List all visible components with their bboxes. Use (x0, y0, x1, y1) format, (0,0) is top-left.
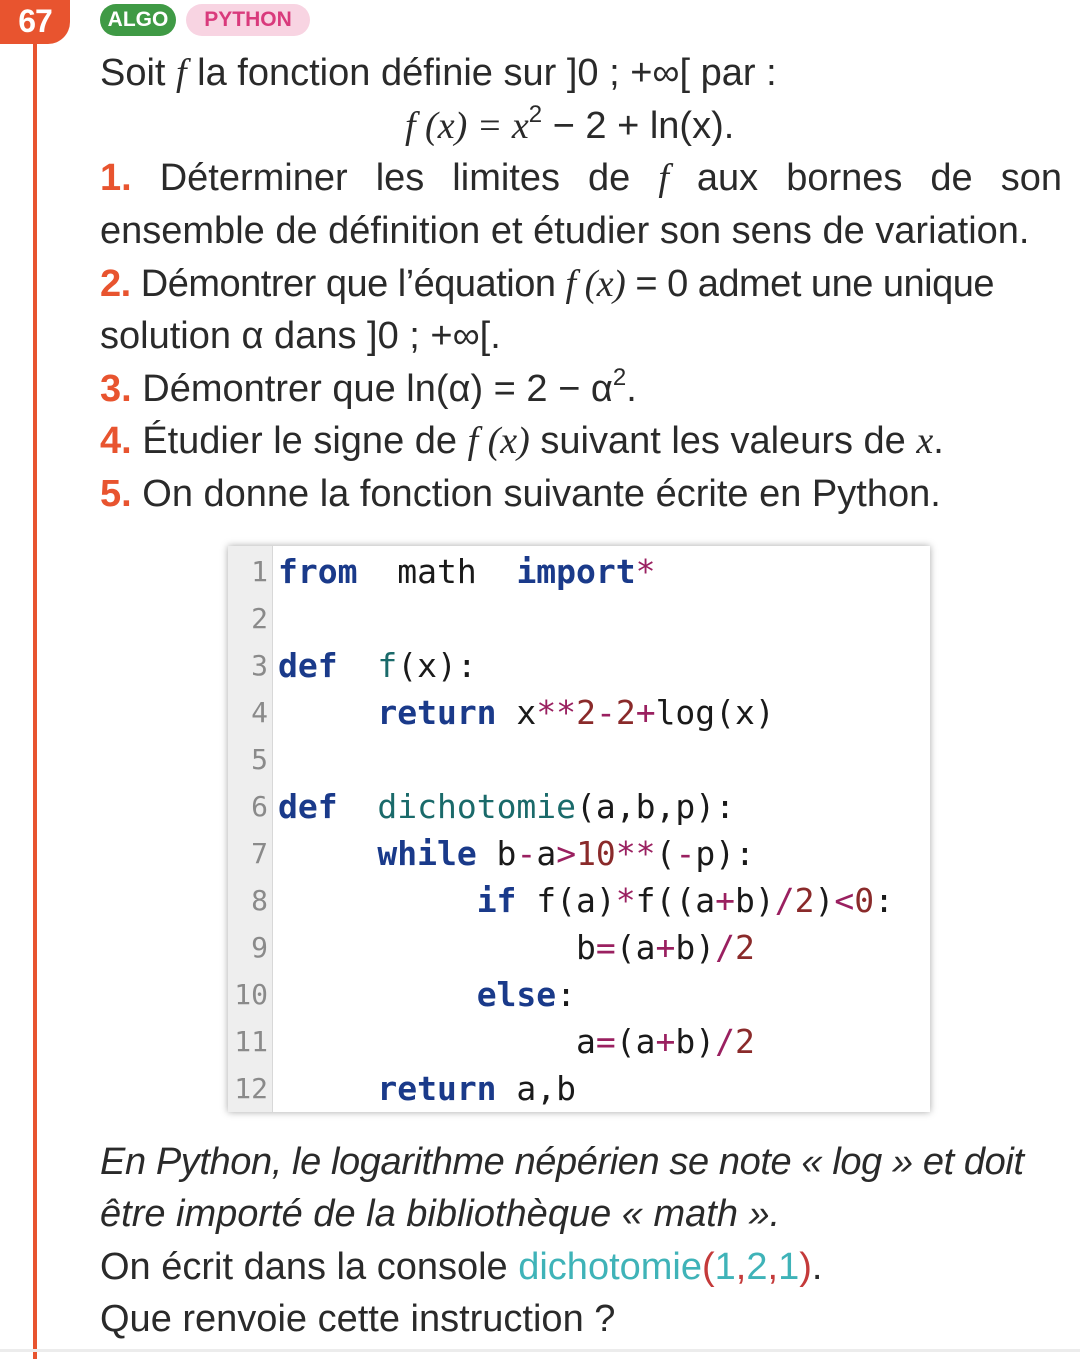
code-token: ** (536, 693, 577, 732)
console-instruction: On écrit dans la console dichotomie(1,2,1). (100, 1246, 823, 1288)
code-token: a,b (496, 1069, 577, 1108)
code-line (278, 1018, 755, 1065)
final-question: Que renvoie cette instruction ? (100, 1298, 616, 1340)
line-number: 11 (234, 1025, 268, 1058)
code-token: f(a) (516, 881, 616, 920)
line-number: 8 (251, 884, 268, 917)
code-line (278, 830, 755, 877)
code-token: dichotomie (377, 787, 577, 826)
code-line (278, 877, 894, 924)
code-line (278, 642, 477, 689)
code-token: return (377, 693, 497, 732)
code-token: 2 (735, 1022, 755, 1061)
code-line (278, 548, 656, 595)
code-token: / (715, 1022, 736, 1061)
python-note-line-1: En Python, le logarithme népérien se note « log » et doit (100, 1141, 1024, 1183)
code-token: import (516, 552, 636, 591)
code-token: a (536, 834, 557, 873)
code-token: + (655, 928, 676, 967)
code-token: 10 (576, 834, 616, 873)
code-token: = (595, 1022, 616, 1061)
gutter-divider (272, 546, 273, 1112)
line-number: 3 (251, 649, 268, 682)
code-token: 0 (854, 881, 875, 920)
code-token: < (834, 881, 855, 920)
question-2-line-2: solution α dans ]0 ; +∞[. (100, 315, 501, 357)
code-token: while (377, 834, 477, 873)
code-token: / (715, 928, 736, 967)
code-token: + (635, 693, 656, 732)
code-token: log(x) (655, 693, 775, 732)
margin-rule (33, 30, 37, 1359)
code-token: : (556, 975, 577, 1014)
code-token: p): (695, 834, 755, 873)
code-token: - (595, 693, 616, 732)
code-token: (x): (397, 646, 477, 685)
code-token (278, 1069, 377, 1108)
line-number: 7 (251, 837, 268, 870)
code-token: a (278, 1022, 596, 1061)
code-token: 2 (576, 693, 596, 732)
code-token: b (476, 834, 517, 873)
question-3: 3. Démontrer que $\ln(\alpha) = 2 - \alpha^2$. (100, 364, 637, 410)
code-token: f((a (635, 881, 716, 920)
line-number: 2 (251, 602, 268, 635)
code-token (338, 646, 378, 685)
line-number: 6 (251, 790, 268, 823)
algo-tag: ALGO (100, 4, 176, 36)
line-number: 12 (234, 1072, 268, 1105)
code-token: f (377, 646, 398, 685)
code-token: x (496, 693, 537, 732)
python-tag: PYTHON (186, 4, 310, 36)
code-token: ** (615, 834, 656, 873)
code-token: (a,b,p): (576, 787, 735, 826)
code-line (278, 924, 755, 971)
code-token: from (278, 552, 358, 591)
code-token: - (516, 834, 537, 873)
question-4: 4. Étudier le signe de f (x) suivant les valeurs de x. (100, 420, 944, 462)
code-token: else (476, 975, 557, 1014)
code-line (278, 689, 775, 736)
code-token: ( (655, 834, 676, 873)
line-number: 1 (251, 555, 268, 588)
code-token (278, 975, 477, 1014)
code-token: > (556, 834, 577, 873)
exercise-number: 67 (0, 0, 70, 44)
code-token: def (278, 787, 338, 826)
code-token (278, 693, 377, 732)
question-2-line-1: 2. Démontrer que l’équation f (x) = 0 admet une unique (100, 263, 995, 305)
console-function-name: dichotomie (518, 1246, 702, 1288)
code-token: b) (735, 881, 775, 920)
code-token: / (774, 881, 795, 920)
code-token: if (476, 881, 517, 920)
line-number: 9 (251, 931, 268, 964)
code-line (278, 783, 735, 830)
code-token: def (278, 646, 338, 685)
code-token: b) (675, 928, 716, 967)
code-token: (a (615, 928, 656, 967)
code-token (278, 881, 477, 920)
code-token: = (595, 928, 616, 967)
code-token: b (278, 928, 596, 967)
code-token: + (655, 1022, 676, 1061)
code-token: (a (615, 1022, 656, 1061)
code-token: - (675, 834, 696, 873)
code-token (338, 787, 378, 826)
code-token: return (377, 1069, 497, 1108)
code-token: 2 (735, 928, 755, 967)
line-number: 5 (251, 743, 268, 776)
code-token: ) (814, 881, 835, 920)
function-formula: f $(x) = x^2 - 2 + \ln(x)$. (405, 101, 735, 147)
code-line (278, 971, 576, 1018)
question-5: 5. On donne la fonction suivante écrite en Python. (100, 473, 941, 515)
code-token: + (715, 881, 736, 920)
code-token: 2 (615, 693, 636, 732)
question-1-line-1: 1. Déterminer les limites de f aux bornes de son (100, 157, 1062, 199)
line-number: 10 (234, 978, 268, 1011)
code-token: : (874, 881, 895, 920)
code-token (278, 834, 377, 873)
intro-line: Soit f la fonction définie sur ]0 ; +∞[ par : (100, 52, 777, 94)
code-token: b) (675, 1022, 716, 1061)
line-number: 4 (251, 696, 268, 729)
code-token: 2 (794, 881, 815, 920)
code-token: math (357, 552, 517, 591)
python-code-block (228, 546, 930, 1112)
bottom-divider (0, 1349, 1080, 1352)
code-token: * (615, 881, 636, 920)
code-token: * (635, 552, 656, 591)
question-1-line-2: ensemble de définition et étudier son sens de variation. (100, 210, 1030, 252)
python-note-line-2: être importé de la bibliothèque « math ». (100, 1193, 781, 1235)
code-line (278, 1065, 576, 1112)
